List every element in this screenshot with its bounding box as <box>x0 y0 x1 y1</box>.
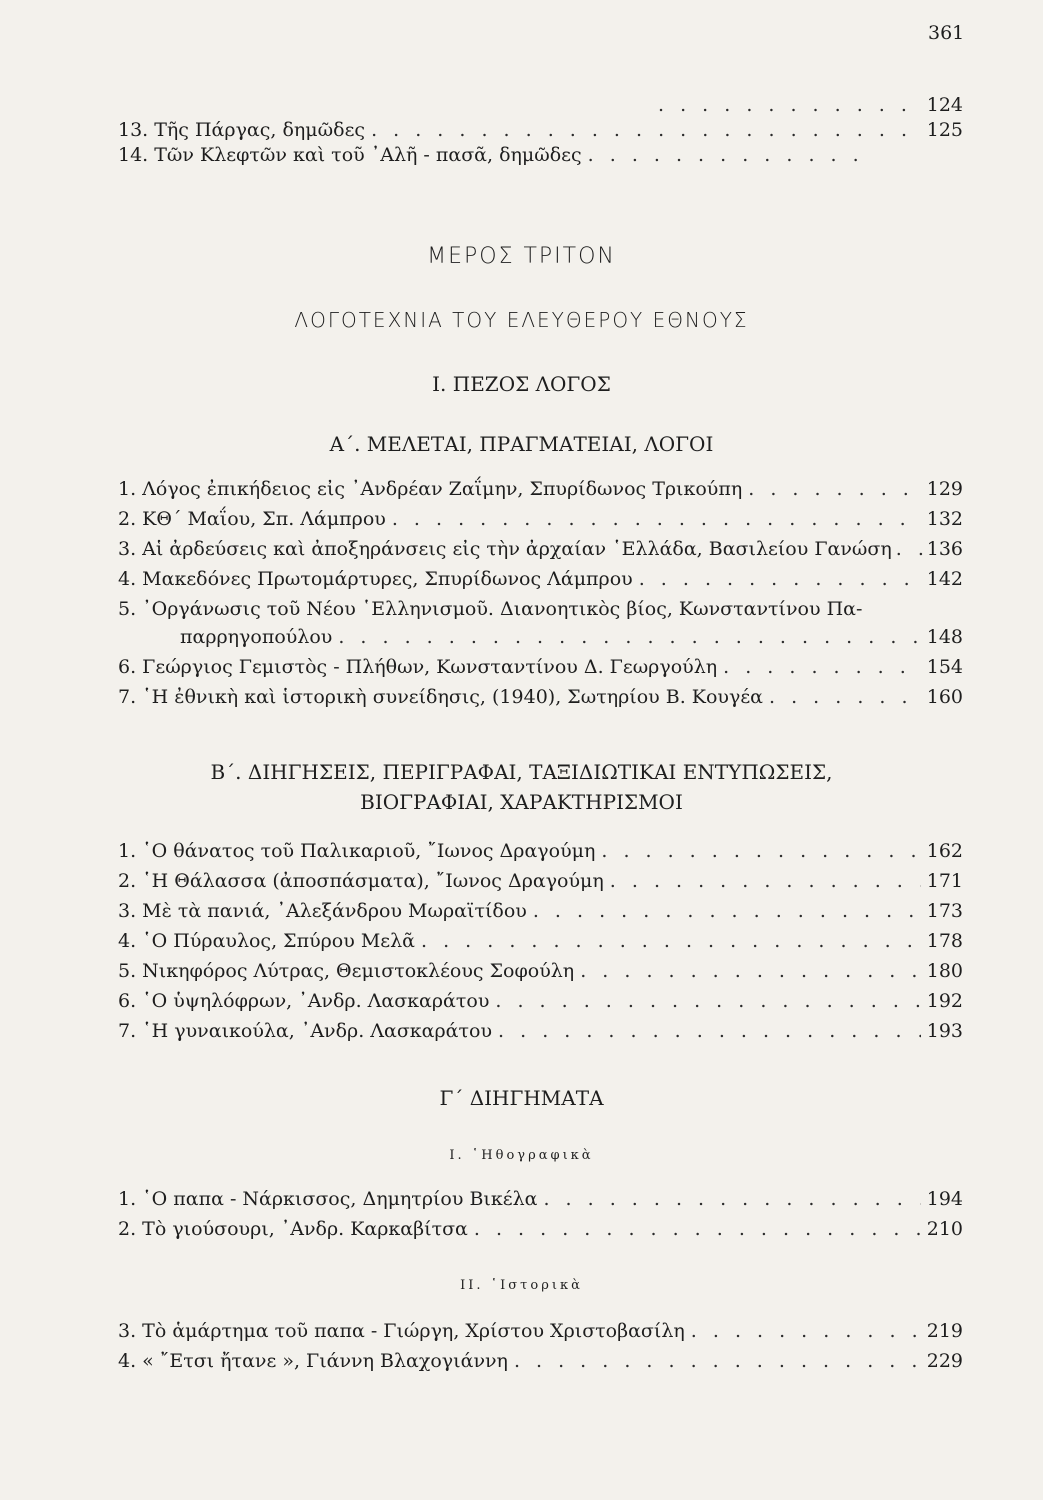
leader-dots <box>769 688 921 707</box>
toc-entry: 7. ῾Η ἐθνικὴ καὶ ἱστορικὴ συνείδησις, (1940), Σωτηρίου Β. Κουγέα . . . 160 <box>118 688 963 707</box>
toc-entry: 2. ΚΘ΄ Μαΐου, Σπ. Λάμπρου . . . 132 <box>118 510 963 529</box>
toc-entry: παρρηγοπούλου . . . 148 <box>118 628 963 647</box>
toc-entry: 4. Μακεδόνες Πρωτομάρτυρες, Σπυρίδωνος Λάμπρου . . . 142 <box>118 570 963 589</box>
leader-dots <box>421 932 921 951</box>
toc-entry: 13. Τῆς Πάργας, δημῶδες . . . 125 <box>118 121 963 140</box>
toc-entry: 1. ῾Ο θάνατος τοῦ Παλικαριοῦ, ῎Ιωνος Δραγούμη . . . 162 <box>118 842 963 861</box>
subsection-subtitle: ΙΙ. ῾Ιστορικὰ <box>460 1278 583 1293</box>
toc-entry: 2. Τὸ γιούσουρι, ᾿Ανδρ. Καρκαβίτσα . . . 210 <box>118 1220 963 1239</box>
subsection-title-line2: ΒΙΟΓΡΑΦΙΑΙ, ΧΑΡΑΚΤΗΡΙΣΜΟΙ <box>360 790 683 814</box>
leader-dots <box>639 570 921 589</box>
leader-dots <box>371 121 921 140</box>
toc-entry: 5. ᾿Οργάνωσις τοῦ Νέου ῾Ελληνισμοῦ. Διανοητικὸς βίος, Κωνσταντίνου Πα- <box>118 598 863 620</box>
toc-entry: 4. « ῎Ετσι ἤτανε », Γιάννη Βλαχογιάννη . . . 229 <box>118 1352 963 1371</box>
leader-dots <box>896 540 923 559</box>
leader-dots <box>498 1022 921 1041</box>
part-subtitle: ΛΟΓΟΤΕΧΝΙΑ ΤΟΥ ΕΛΕΥΘΕΡΟΥ ΕΘΝΟΥΣ <box>294 308 749 332</box>
leader-dots <box>723 658 921 677</box>
leader-dots <box>610 872 921 891</box>
subsection-title: Β΄. ΔΙΗΓΗΣΕΙΣ, ΠΕΡΙΓΡΑΦΑΙ, ΤΑΞΙΔΙΩΤΙΚΑΙ ΕΝΤΥΠΩΣΕΙΣ, <box>210 760 833 784</box>
leader-dots <box>588 146 858 165</box>
leader-dots <box>338 628 920 647</box>
subsection-title: Γ΄ ΔΙΗΓΗΜΑΤΑ <box>439 1086 604 1110</box>
toc-entry: 5. Νικηφόρος Λύτρας, Θεμιστοκλέους Σοφούλη . . . 180 <box>118 962 963 981</box>
toc-entry: 3. Αἱ ἀρδεύσεις καὶ ἀποξηράνσεις εἰς τὴν ἀρχαίαν ῾Ελλάδα, Βασιλείου Γανώση . . . 136 <box>118 540 963 559</box>
toc-entry: 6. ῾Ο ὑψηλόφρων, ᾿Ανδρ. Λασκαράτου . . . 192 <box>118 992 963 1011</box>
leader-dots <box>392 510 921 529</box>
leader-dots <box>580 962 921 981</box>
leader-dots <box>748 480 921 499</box>
toc-entry: 14. Τῶν Κλεφτῶν καὶ τοῦ ᾿Αλῆ - πασᾶ, δημῶδες . . . <box>118 146 963 165</box>
leader-dots <box>658 96 921 115</box>
toc-entry: 7. ῾Η γυναικούλα, ᾿Ανδρ. Λασκαράτου . . . 193 <box>118 1022 963 1041</box>
section-title: Ι. ΠΕΖΟΣ ΛΟΓΟΣ <box>432 372 611 396</box>
leader-dots <box>691 1322 921 1341</box>
toc-entry: 3. Τὸ ἁμάρτημα τοῦ παπα - Γιώργη, Χρίστου Χριστοβασίλη . . . 219 <box>118 1322 963 1341</box>
toc-entry: 3. Μὲ τὰ πανιά, ᾿Αλεξάνδρου Μωραϊτίδου . . . 173 <box>118 902 963 921</box>
toc-entry: 4. ῾Ο Πύραυλος, Σπύρου Μελᾶ . . . 178 <box>118 932 963 951</box>
toc-entry: 6. Γεώργιος Γεμιστὸς - Πλήθων, Κωνσταντίνου Δ. Γεωργούλη . . . 154 <box>118 658 963 677</box>
toc-entry: 1. ῾Ο παπα - Νάρκισσος, Δημητρίου Βικέλα . . . 194 <box>118 1190 963 1209</box>
subsection-subtitle: Ι. ῾Ηθογραφικὰ <box>449 1148 594 1163</box>
part-title: ΜΕΡΟΣ ΤΡΙΤΟΝ <box>427 244 616 269</box>
leader-dots <box>514 1352 921 1371</box>
leader-dots <box>495 992 920 1011</box>
page-number: 361 <box>928 22 965 44</box>
leader-dots <box>533 902 921 921</box>
toc-entry: 1. Λόγος ἐπικήδειος εἰς ᾿Ανδρέαν Ζαΐμην, Σπυρίδωνος Τρικούπη . . . 129 <box>118 480 963 499</box>
leader-dots <box>601 842 920 861</box>
leader-dots <box>543 1190 920 1209</box>
subsection-title: Α΄. ΜΕΛΕΤΑΙ, ΠΡΑΓΜΑΤΕΙΑΙ, ΛΟΓΟΙ <box>329 432 714 456</box>
toc-entry: . . . 124 <box>118 96 963 115</box>
toc-entry: 2. ῾Η Θάλασσα (ἀποσπάσματα), ῎Ιωνος Δραγούμη . . . 171 <box>118 872 963 891</box>
leader-dots <box>474 1220 921 1239</box>
